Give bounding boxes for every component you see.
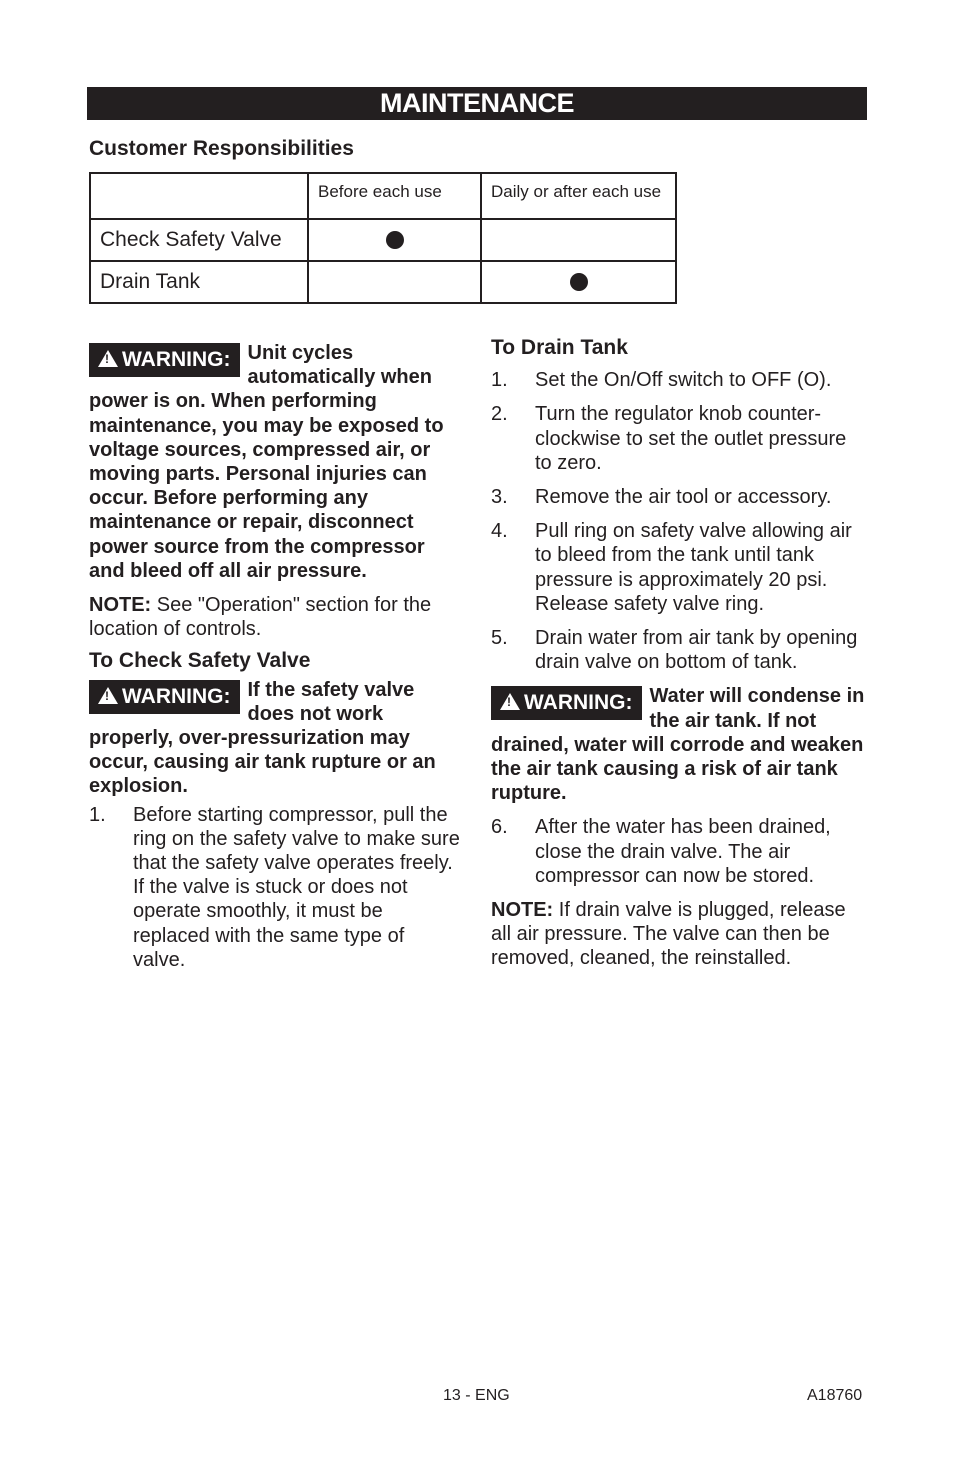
warning-block (89, 678, 461, 799)
right-column (491, 336, 866, 971)
warning-block (491, 684, 866, 805)
checked-dot-icon (386, 231, 404, 249)
note (491, 898, 866, 971)
list-item (491, 815, 866, 888)
warning-triangle-icon (98, 687, 118, 704)
customer-responsibilities-heading: Customer Responsibilities (89, 137, 354, 160)
warning-triangle-icon (98, 350, 118, 367)
check-steps-list (89, 803, 461, 972)
warning-text: If the safety valve does not work properly, over-pressurization may occur, causing air tank rupture or an explosion. (89, 678, 436, 798)
document-code: A18760 (807, 1387, 863, 1404)
checked-dot-icon (570, 273, 588, 291)
warning-block (89, 341, 461, 583)
note (89, 593, 461, 641)
list-item (491, 402, 866, 475)
step-text: Turn the regulator knob counter-clockwise to set the outlet pressure to zero. (535, 403, 847, 474)
step-number: 2. (491, 403, 508, 426)
list-item (491, 519, 866, 616)
table-cell-before (308, 261, 481, 303)
step-text: After the water has been drained, close the drain valve. The air compressor can now be stored. (535, 816, 831, 887)
list-item (491, 485, 866, 509)
warning-text: Water will condense in the air tank. If not drained, water will corrode and weaken the air tank causing a risk of air tank rupture. (491, 685, 865, 805)
warning-label: WARNING: (524, 691, 633, 715)
list-item (491, 368, 866, 392)
table-row (90, 219, 676, 261)
table-row (90, 261, 676, 303)
warning-label: WARNING: (122, 684, 231, 708)
step-text: Set the On/Off switch to OFF (O). (535, 369, 832, 392)
step-number: 5. (491, 627, 508, 650)
warning-badge (89, 343, 240, 377)
step-number: 4. (491, 520, 508, 543)
left-column (89, 341, 461, 982)
table-header-row (90, 173, 676, 219)
table-header-blank (90, 173, 308, 219)
drain-tank-heading: To Drain Tank (491, 336, 628, 359)
table-row-label: Drain Tank (90, 261, 308, 303)
table-cell-daily (481, 261, 676, 303)
table-row-label: Check Safety Valve (90, 219, 308, 261)
step-number: 1. (491, 369, 508, 392)
note-label: NOTE: (89, 594, 152, 617)
drain-steps-list (491, 368, 866, 674)
page-number: 13 - ENG (443, 1387, 510, 1404)
table-header-before-each-use: Before each use (308, 173, 481, 219)
table-header-daily: Daily or after each use (481, 173, 676, 219)
responsibilities-table (89, 172, 677, 304)
warning-badge (491, 686, 642, 720)
warning-label: WARNING: (122, 348, 231, 371)
warning-text: Unit cycles automatically when power is on. When performing maintenance, you may be exposed to voltage sources, compressed air, or moving parts. Personal injuries can occur. Before performing any maintenance or repair, disconnect power source from the compressor and bleed off all air pressure. (89, 342, 444, 582)
step-number: 6. (491, 816, 508, 839)
warning-triangle-icon (500, 693, 520, 710)
check-safety-valve-heading: To Check Safety Valve (89, 649, 311, 673)
warning-badge (89, 680, 240, 714)
table-cell-daily (481, 219, 676, 261)
note-text: If drain valve is plugged, release all air pressure. The valve can then be removed, cleaned, the reinstalled. (491, 899, 846, 970)
step-number: 3. (491, 486, 508, 509)
step-text: Drain water from air tank by opening drain valve on bottom of tank. (535, 627, 858, 674)
list-item (89, 803, 461, 972)
note-label: NOTE: (491, 899, 554, 922)
table-cell-before (308, 219, 481, 261)
page-title: MAINTENANCE (87, 87, 867, 120)
step-text: Before starting compressor, pull the ring on the safety valve to make sure that the safety valve operates freely. If the valve is stuck or does not operate smoothly, it must be replaced with the same type of valve. (133, 803, 460, 971)
list-item (491, 626, 866, 674)
step-number: 1. (89, 803, 106, 826)
step-text: Remove the air tool or accessory. (535, 486, 832, 509)
drain-steps-list-continued (491, 815, 866, 888)
step-text: Pull ring on safety valve allowing air to bleed from the tank until tank pressure is approximately 20 psi. Release safety valve ring. (535, 520, 852, 615)
note-text: See "Operation" section for the location of controls. (89, 594, 432, 641)
